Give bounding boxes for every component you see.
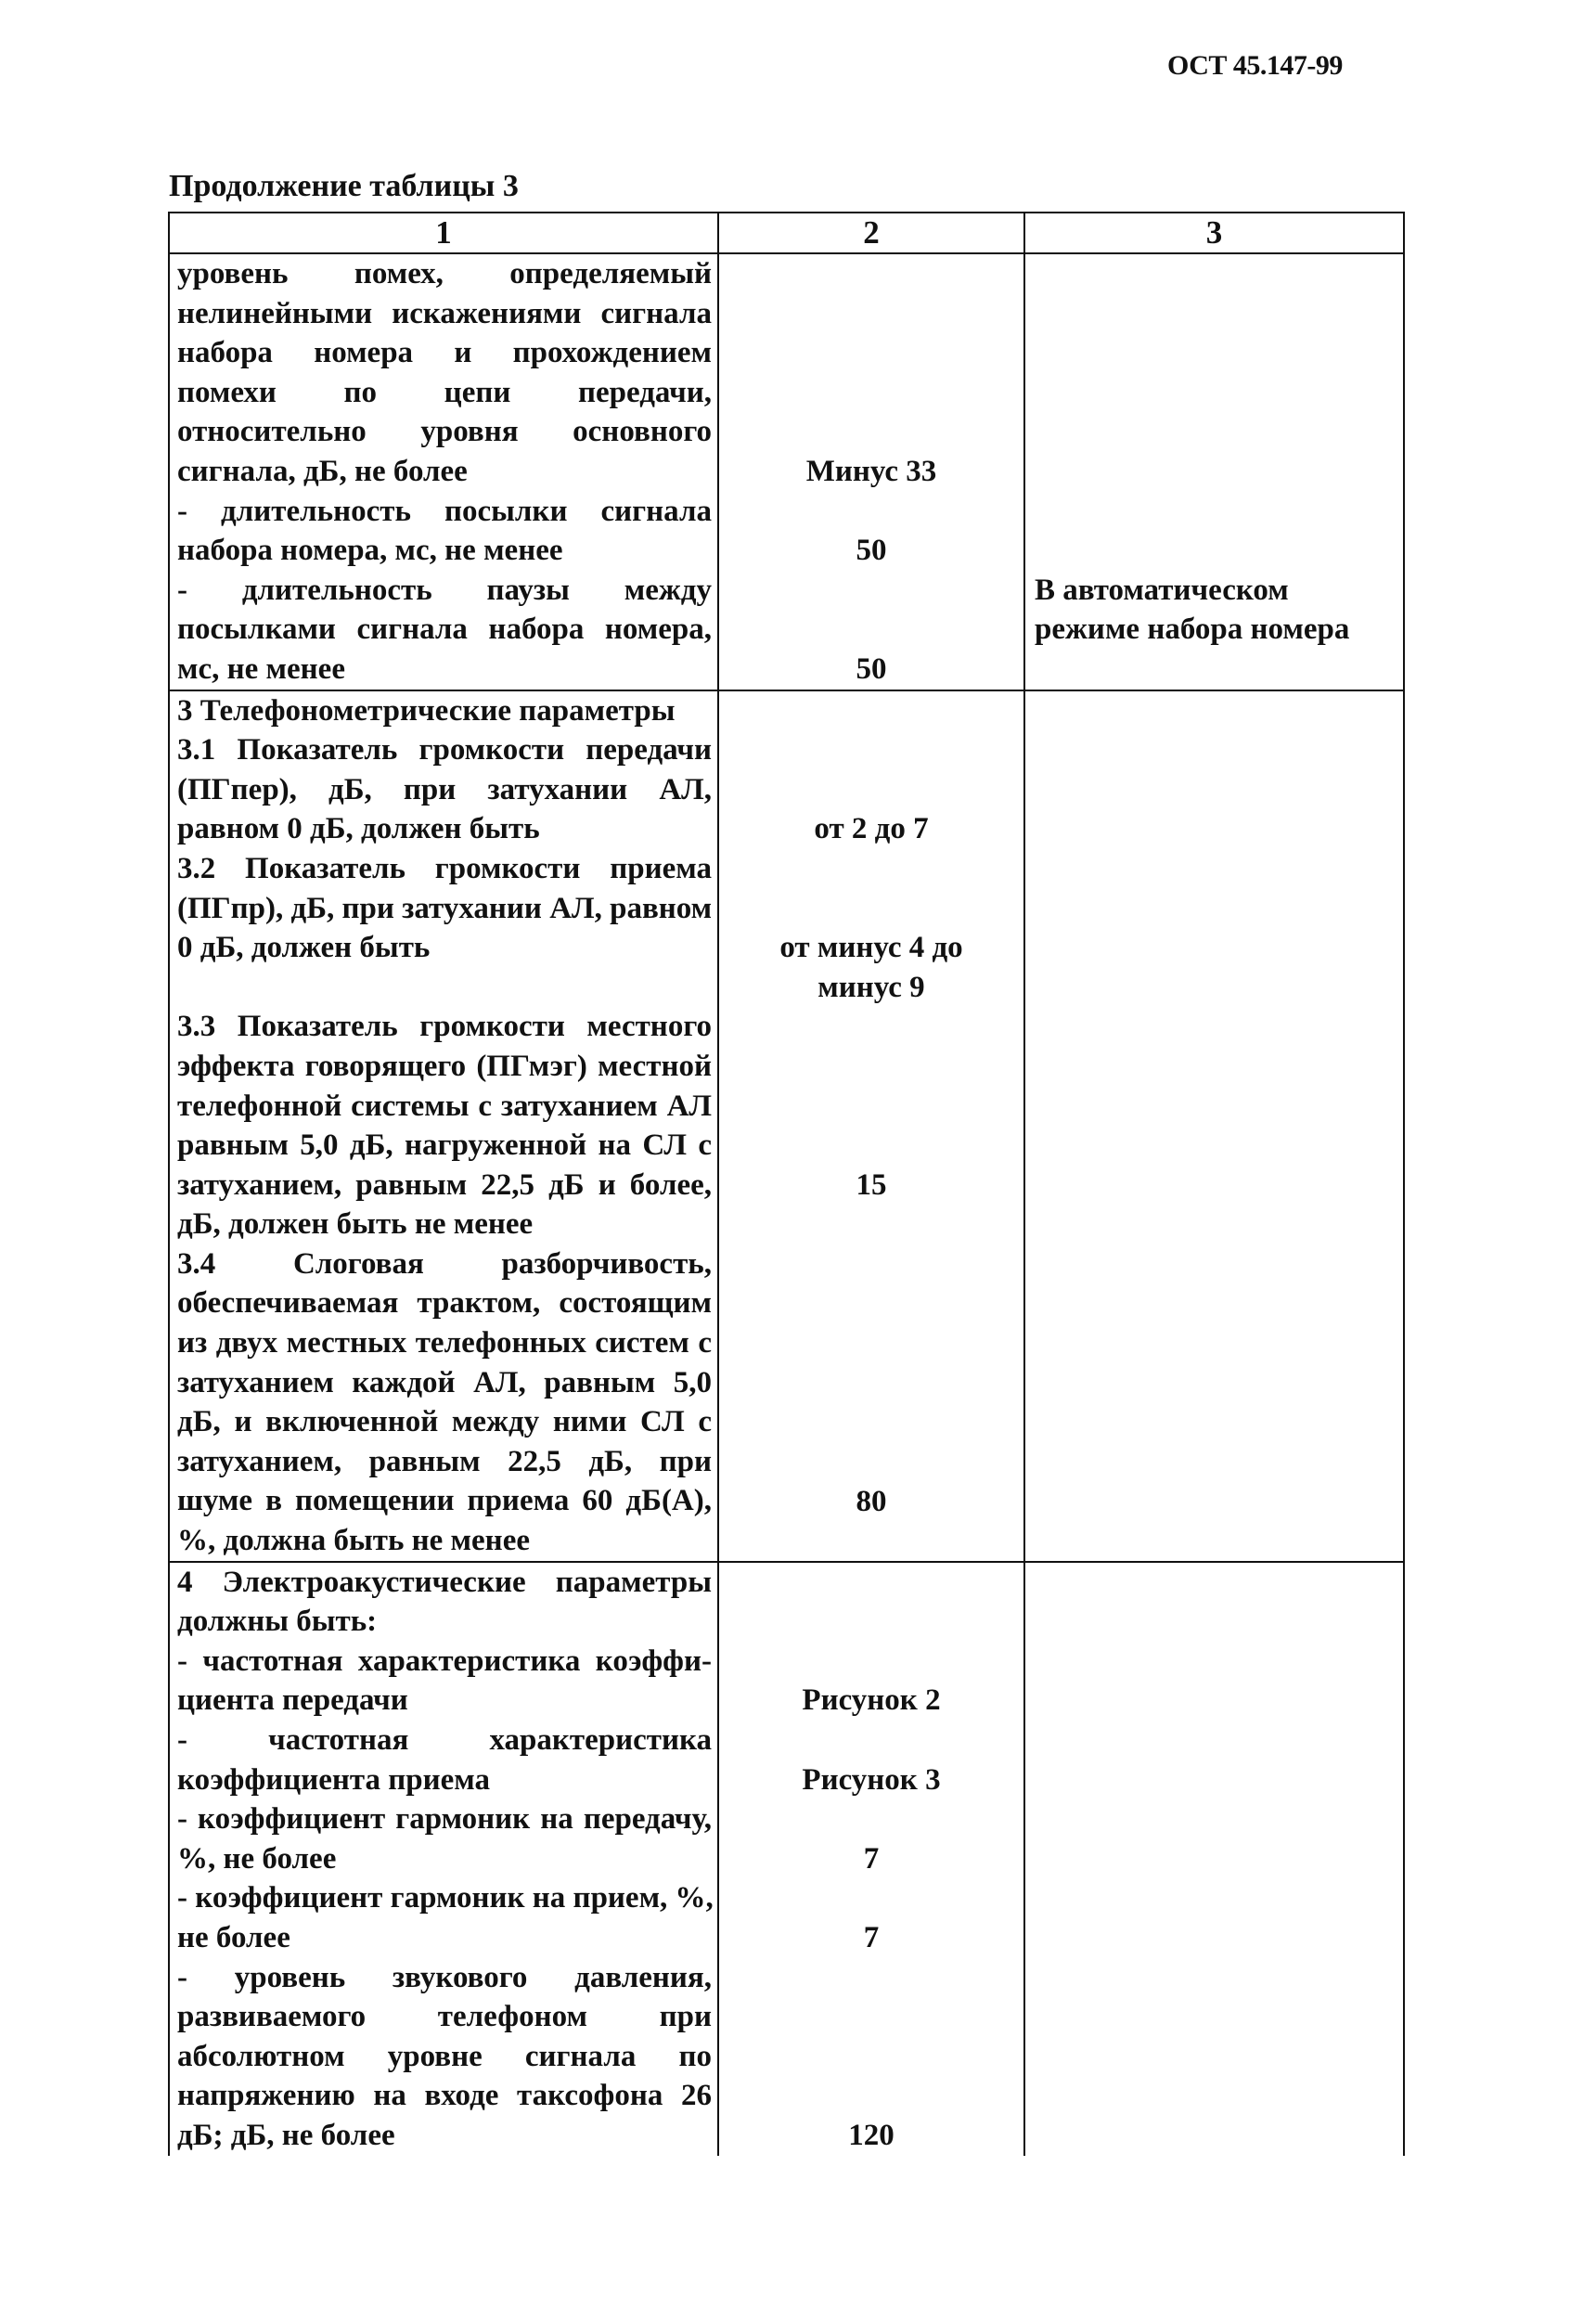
column-header-1: 1 [169,213,718,253]
value-pulse-duration: 50 [856,534,887,568]
text-line: затуханием, равным 22,5 дБ, при [177,1444,712,1478]
text-line: - коэффициент гармоник на передачу, [177,1802,712,1837]
text-line: 4 Электроакустические параметры [177,1565,712,1599]
table-header-row [169,213,1404,253]
value-sidetone-loudness: 15 [856,1167,887,1202]
text-line: не более [177,1920,290,1954]
value-send-distortion: 7 [863,1841,880,1876]
text-line: - коэффициент гармоник на прием, %, [177,1881,714,1915]
text-line: 0 дБ, должен быть [177,931,431,965]
text-line: - длительность паузы между [177,573,712,607]
text-line: должны быть: [177,1605,378,1639]
text-line: набора номера, мс, не менее [177,534,563,568]
text-line: развиваемого телефоном при [177,2000,712,2034]
value-receive-loudness: от минус 4 до [779,931,963,965]
text-line: относительно уровня основного [177,415,712,449]
table-row-telephonometric [169,690,1404,1562]
text-line: %, должна быть не менее [177,1524,530,1558]
value-cell [718,690,1024,1562]
parameter-cell [169,1562,718,2156]
text-line: 3.4 Слоговая разборчивость, [177,1246,712,1281]
column-header-2: 2 [718,213,1024,253]
column-header-3: 3 [1024,213,1404,253]
text-line: 3 Телефонометрические параметры [177,693,676,728]
text-line: циента передачи [177,1683,408,1718]
text-line: (ПГпер), дБ, при затухании АЛ, [177,772,712,806]
text-line: - уровень звукового давления, [177,1960,712,1994]
text-line: шуме в помещении приема 60 дБ(А), [177,1484,712,1518]
value-articulation: 80 [856,1484,887,1518]
table-caption: Продолжение таблицы 3 [169,169,519,203]
text-line: обеспечиваемая трактом, состоящим [177,1286,712,1321]
text-line: 3.3 Показатель громкости местного [177,1010,712,1044]
value-sound-pressure: 120 [848,2118,895,2152]
text-line: дБ; дБ, не более [177,2118,395,2152]
text-line: (ПГпр), дБ, при затухании АЛ, равном [177,891,713,925]
value-pause-duration: 50 [856,651,887,686]
text-line: затуханием, равным 22,5 дБ и более, [177,1167,712,1202]
parameters-table [168,212,1405,2156]
text-line: дБ, должен быть не менее [177,1207,534,1242]
text-line: 3.1 Показатель громкости передачи [177,733,712,767]
note-cell [1024,690,1404,1562]
text-line: уровень помех, определяемый [177,257,712,290]
text-line: эффекта говорящего (ПГмэг) местной [177,1049,712,1083]
text-line: равным 5,0 дБ, нагруженной на СЛ с [177,1128,712,1163]
value-cell [718,1562,1024,2156]
text-line: дБ, и включенной между ними СЛ с [177,1405,712,1439]
text-line: 3.2 Показатель громкости приема [177,851,712,885]
text-line: - частотная характеристика [177,1723,712,1757]
note-line: режиме набора номера [1035,612,1350,647]
text-line: - длительность посылки сигнала [177,494,712,528]
text-line: - частотная характеристика коэффи- [177,1644,712,1678]
text-line: напряжению на входе таксофона 26 [177,2079,712,2113]
value-receive-loudness-2: минус 9 [817,970,925,1004]
text-line: коэффициента приема [177,1762,491,1797]
text-line: мс, не менее [177,651,345,686]
text-line: сигнала, дБ, не более [177,454,468,488]
text-line: нелинейными искажениями сигнала [177,296,712,330]
table-row-noise [169,253,1404,690]
text-line: затуханием каждой АЛ, равным 5,0 [177,1365,712,1399]
parameter-cell [169,690,718,1562]
text-line: равном 0 дБ, должен быть [177,812,540,846]
note-cell [1024,1562,1404,2156]
value-noise-level: Минус 33 [805,455,937,488]
note-cell [1024,253,1404,690]
text-line: помехи по цепи передачи, [177,375,712,409]
text-line: %, не более [177,1841,337,1876]
text-line: телефонной системы с затуханием АЛ [177,1089,712,1123]
parameter-cell [169,253,718,690]
value-receive-response: Рисунок 3 [802,1762,941,1797]
document-code: ОСТ 45.147-99 [1167,50,1343,81]
value-send-loudness: от 2 до 7 [814,812,929,846]
value-send-response: Рисунок 2 [802,1683,941,1718]
text-line: абсолютном уровне сигнала по [177,2039,712,2073]
value-cell [718,253,1024,690]
note-line: В автоматическом [1035,573,1289,607]
text-line: посылками сигнала набора номера, [177,612,712,647]
text-line: из двух местных телефонных систем с [177,1326,712,1360]
value-receive-distortion: 7 [863,1920,880,1954]
text-line: набора номера и прохождением [177,336,712,370]
table-row-electroacoustic [169,1562,1404,2156]
